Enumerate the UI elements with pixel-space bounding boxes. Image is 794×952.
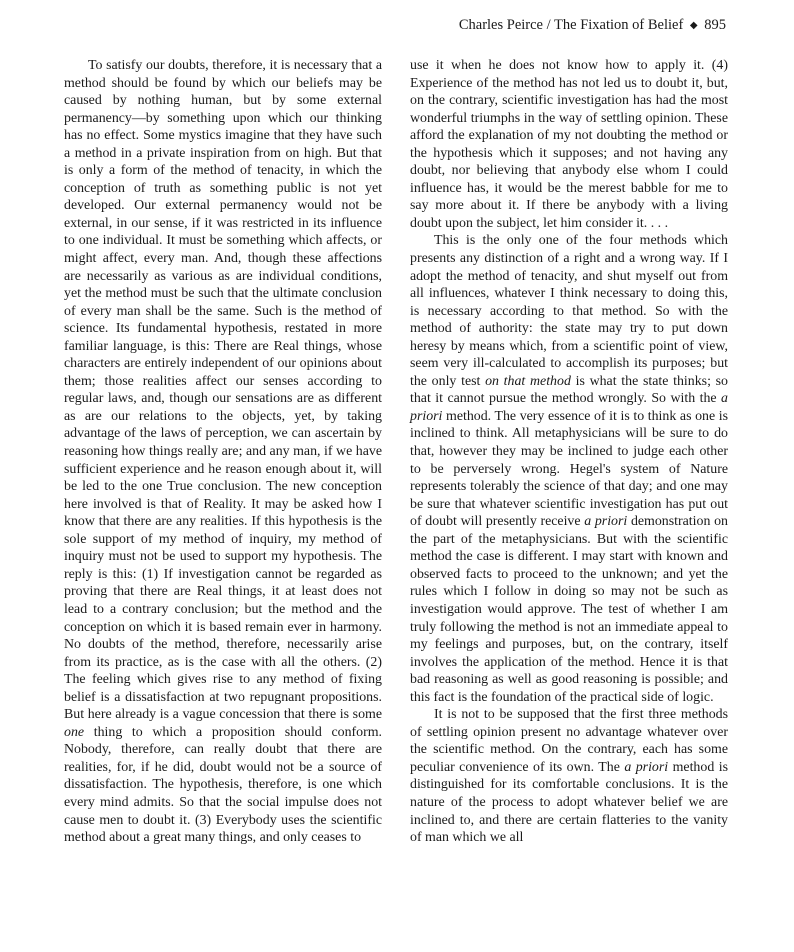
paragraph: To satisfy our doubts, therefore, it is necessary that a method should be found by which our beliefs may be caused by nothing human, but by some external permanency—by something upon which our thinking has no effect. Some mystics imagine that they have such a method in a private inspiration from on high. But that is only a form of the method of tenacity, in which the conception of truth as something public is not yet developed. Our external permanency would not be external, in our sense, if it was restricted in its influence to one individual. It must be something which affects, or might affect, every man. And, though these affections are necessarily as various as are individual conditions, yet the method must be such that the ultimate conclusion of every man shall be the same. Such is the method of science. Its fundamental hypothesis, restated in more familiar language, is this: There are Real things, whose characters are entirely independent of our opinions about them; those realities affect our senses according to regular laws, and, though our sensations are as different as are our relations to the objects, yet, by taking advantage of the laws of perception, we can ascertain by reasoning how things really are; and any man, if we have sufficient experience and he reason enough about it, will be led to the one True conclusion. The new conception here involved is that of Reality. It may be asked how I know that there are any realities. If this hypothesis is the sole support of my method of inquiry, my method of inquiry must not be used to support my hypothesis. The reply is this: (1) If investigation cannot be regarded as proving that there are Real things, it at least does not lead to a contrary conclusion; but the method and the conception on which it is based remain ever in harmony. No doubts of the method, therefore, necessarily arise from its practice, as is the case with all the others. (2) The feeling which gives rise to any method of fixing belief is a dissatisfaction at two repugnant propositions. But here already is a vague concession that there is some one thing to which a proposition should conform. Nobody, therefore, can really doubt that there are realities, for, if he did, doubt would not be a source of dissatisfaction. The hypothesis, therefore, is one which every mind admits. So that the social impulse does not cause men to doubt it. (3) Everybody uses the scientific method about a great many things, and only ceases to bbox=[64, 58, 382, 846]
header-author: Charles Peirce bbox=[458, 17, 543, 33]
paragraph: This is the only one of the four methods which presents any distinction of a right and a wrong way. If I adopt the method of tenacity, and shut myself out from all influences, whatever I think necessary to doing this, is necessary according to that method. So with the method of authority: the state may try to put down heresy by means which, from a scientific point of view, seem very ill-calculated to accomplish its purposes; but the only test on that method is what the state thinks; so that it cannot pursue the method wrongly. So with the a priori method. The very essence of it is to think as one is inclined to think. All metaphysicians will be sure to do that, however they may be inclined to judge each other to be perversely wrong. Hegel's system of Nature represents tolerably the science of that day; and one may be sure that whatever scientific investigation has put out of doubt will presently receive a priori demonstration on the part of the metaphysicians. But with the scientific method the case is different. I may start with known and observed facts to proceed to the unknown; and yet the rules which I follow in doing so may not be such as investigation would approve. The test of whether I am truly following the method is not an immediate appeal to my feelings and purposes, but, on the contrary, itself involves the application of the method. Hence it is that bad reasoning as well as good reasoning is possible; and this fact is the foundation of the practical side of logic. bbox=[410, 233, 728, 705]
right-column bbox=[410, 57, 728, 847]
running-header bbox=[459, 17, 726, 34]
header-title: The Fixation of Belief bbox=[554, 17, 684, 33]
left-column bbox=[64, 57, 382, 847]
diamond-ornament-icon: ◆ bbox=[689, 20, 698, 31]
paragraph-continued: use it when he does not know how to apply it. (4) Experience of the method has not led us to doubt it, but, on the contrary, scientific investigation has had the most wonderful triumphs in the way of settling opinion. These afford the explanation of my not doubting the method or the hypothesis which it supposes; and not having any doubt, nor believing that anybody else whom I could influence has, it would be the merest babble for me to say more about it. If there be anybody with a living doubt upon the subject, let him consider it. . . . bbox=[410, 58, 728, 231]
page-number: 895 bbox=[704, 17, 726, 33]
paragraph: It is not to be supposed that the first three methods of settling opinion present no advantage whatever over the scientific method. On the contrary, each has some peculiar convenience of its own. The a priori method is distinguished for its comfortable conclusions. It is the nature of the process to adopt whatever belief we are inclined to, and there are certain flatteries to the vanity of man which we all bbox=[410, 707, 728, 846]
header-separator: / bbox=[546, 17, 551, 33]
